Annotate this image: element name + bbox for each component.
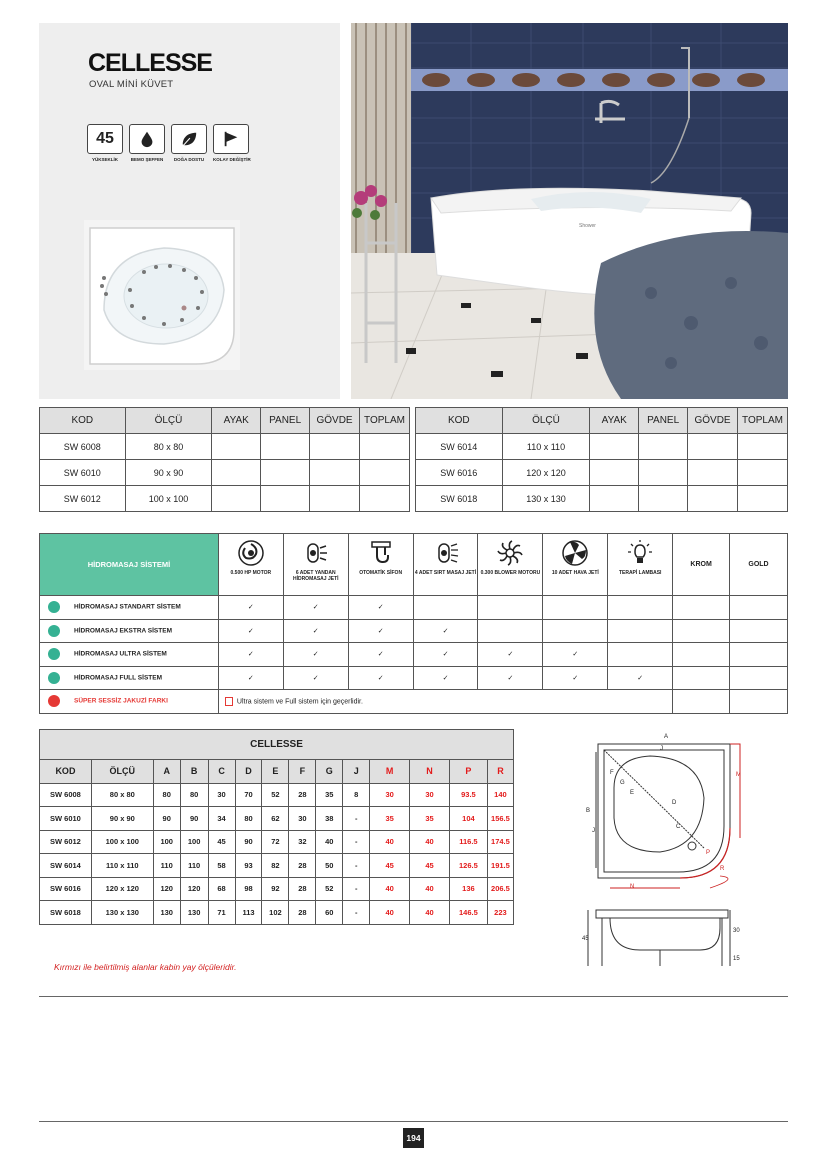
dim-cell: 35 <box>316 783 343 807</box>
col-header: AYAK <box>590 408 639 434</box>
check-icon: ✓ <box>543 666 608 690</box>
table-row <box>416 434 788 460</box>
dim-col-header: A <box>153 760 180 784</box>
feature-badges <box>87 124 249 162</box>
dim-col-header: R <box>487 760 513 784</box>
table-row: HİDROMASAJ FULL SİSTEM ✓ ✓ ✓ ✓ ✓ ✓ ✓ <box>40 666 788 690</box>
feature-header: TERAPİ LAMBASI <box>608 534 673 596</box>
hydro-head: HİDROMASAJ SİSTEMİ <box>40 534 219 596</box>
col-header: PANEL <box>261 408 310 434</box>
dim-cell: 80 <box>235 807 262 831</box>
label-C: C <box>676 824 681 830</box>
col-header: KOD <box>40 408 126 434</box>
hydromassage-table <box>39 533 788 714</box>
label-R: R <box>720 866 725 872</box>
badge-label: BEMO ŞEFFEN <box>130 157 164 162</box>
check-icon: ✓ <box>218 619 283 643</box>
check-icon: ✓ <box>413 666 478 690</box>
check-icon: ✓ <box>478 666 543 690</box>
technical-drawing <box>580 728 750 978</box>
col-header: PANEL <box>639 408 688 434</box>
dim-cell: 28 <box>289 877 316 901</box>
motor-icon <box>236 538 266 568</box>
dim-cell: 191.5 <box>487 854 513 878</box>
dim-cell: 45 <box>370 854 410 878</box>
dim-cell: 40 <box>410 901 450 925</box>
kod-cell: SW 6012 <box>40 486 126 512</box>
feature-header: 6 ADET YANDAN HİDROMASAJ JETİ <box>283 534 348 596</box>
dim-cell: 90 <box>153 807 180 831</box>
dim-cell: 130 x 130 <box>91 901 153 925</box>
badge-height <box>87 124 123 162</box>
table-row: HİDROMASAJ STANDART SİSTEM ✓ ✓ ✓ <box>40 596 788 620</box>
label-N: N <box>630 884 635 890</box>
dim-col-header: P <box>449 760 487 784</box>
dim-cell: 110 x 110 <box>91 854 153 878</box>
dim-cell: 45 <box>410 854 450 878</box>
check-icon: ✓ <box>283 666 348 690</box>
dim-cell: 90 <box>235 830 262 854</box>
table-row: HİDROMASAJ ULTRA SİSTEM ✓ ✓ ✓ ✓ ✓ ✓ <box>40 643 788 667</box>
olcu-cell: 80 x 80 <box>125 434 212 460</box>
dim-cell: 30 <box>370 783 410 807</box>
bathtub-top-view-image <box>84 220 240 370</box>
dim-cell: 140 <box>487 783 513 807</box>
dim-cell: SW 6012 <box>40 830 92 854</box>
label-D: D <box>672 800 677 806</box>
kod-cell: SW 6010 <box>40 460 126 486</box>
label-F: F <box>610 770 614 776</box>
check-icon: ✓ <box>283 596 348 620</box>
label-E: E <box>630 790 635 796</box>
dim-cell: 32 <box>289 830 316 854</box>
note-icon <box>225 697 233 706</box>
dim-cell: 38 <box>316 807 343 831</box>
dim-cell: SW 6018 <box>40 901 92 925</box>
dim-cell: 223 <box>487 901 513 925</box>
col-header: AYAK <box>212 408 261 434</box>
table-row <box>416 486 788 512</box>
super-note: Ultra sistem ve Full sistem için geçerlidir. <box>236 698 363 706</box>
divider <box>39 996 788 997</box>
check-icon: ✓ <box>348 643 413 667</box>
dim-col-header: G <box>316 760 343 784</box>
dim-cell: 90 <box>180 807 208 831</box>
dim-cell: 100 <box>153 830 180 854</box>
dim-cell: 40 <box>410 877 450 901</box>
dim-cell: 110 <box>180 854 208 878</box>
col-header: TOPLAM <box>360 408 410 434</box>
table-row <box>40 486 410 512</box>
dim-cell: 93.5 <box>449 783 487 807</box>
dim-cell: 102 <box>262 901 289 925</box>
product-subtitle: OVAL MİNİ KÜVET <box>89 79 174 90</box>
dim-cell: SW 6008 <box>40 783 92 807</box>
dim-cell: 28 <box>289 901 316 925</box>
drop-icon <box>138 130 156 148</box>
check-icon: ✓ <box>218 596 283 620</box>
table-row <box>40 901 514 925</box>
price-table-left <box>39 407 410 512</box>
label-B: B <box>586 808 591 814</box>
feature-header: 10 ADET HAVA JETİ <box>543 534 608 596</box>
dimension-table <box>39 729 514 925</box>
badge-eco <box>171 124 207 162</box>
dim-cell: 156.5 <box>487 807 513 831</box>
check-icon: ✓ <box>348 666 413 690</box>
badge-label: DOĞA DOSTU <box>173 157 205 162</box>
dim-cell: 93 <box>235 854 262 878</box>
dim-cell: - <box>343 901 370 925</box>
dimension-header-row <box>40 760 514 784</box>
olcu-cell: 100 x 100 <box>125 486 212 512</box>
blower-icon <box>495 538 525 568</box>
dim-col-header: M <box>370 760 410 784</box>
check-icon: ✓ <box>348 596 413 620</box>
dim-cell: 40 <box>370 830 410 854</box>
dim-cell: 60 <box>316 901 343 925</box>
check-icon: ✓ <box>608 666 673 690</box>
col-header: TOPLAM <box>738 408 788 434</box>
table-row: SÜPER SESSİZ JAKUZİ FARKI Ultra sistem ve Full sistem için geçerlidir. <box>40 690 788 714</box>
product-title: CELLESSE <box>88 49 212 77</box>
table-row: HİDROMASAJ EKSTRA SİSTEM ✓ ✓ ✓ ✓ <box>40 619 788 643</box>
teal-dot-icon <box>48 601 60 613</box>
table-row <box>40 807 514 831</box>
check-icon: ✓ <box>283 643 348 667</box>
kod-cell: SW 6014 <box>416 434 503 460</box>
table-row <box>416 460 788 486</box>
col-header: KOD <box>416 408 503 434</box>
table-row <box>40 877 514 901</box>
badge-flag <box>213 124 249 162</box>
flag-icon <box>222 130 240 148</box>
label-J: J <box>660 746 663 752</box>
dim-cell: SW 6016 <box>40 877 92 901</box>
dim-col-header: F <box>289 760 316 784</box>
badge-label: YÜKSEKLİK <box>91 157 118 162</box>
label-M: M <box>736 772 741 778</box>
olcu-cell: 130 x 130 <box>502 486 590 512</box>
dim-cell: 116.5 <box>449 830 487 854</box>
check-icon: ✓ <box>218 666 283 690</box>
dim-cell: - <box>343 877 370 901</box>
badge-drop <box>129 124 165 162</box>
red-dot-icon <box>48 695 60 707</box>
dim-cell: 206.5 <box>487 877 513 901</box>
dim-cell: 35 <box>370 807 410 831</box>
dim-cell: 28 <box>289 854 316 878</box>
table-row <box>40 460 410 486</box>
table-row <box>40 854 514 878</box>
dim-cell: 30 <box>208 783 235 807</box>
dim-cell: 92 <box>262 877 289 901</box>
check-icon: ✓ <box>478 643 543 667</box>
dim-cell: 90 x 90 <box>91 807 153 831</box>
bathroom-photo <box>351 23 788 399</box>
badge-label: KOLAY DEĞİŞTİR <box>213 157 251 162</box>
dim-col-header: C <box>208 760 235 784</box>
feature-header: 0.300 BLOWER MOTORU <box>478 534 543 596</box>
col-header: ÖLÇÜ <box>502 408 590 434</box>
dim-cell: 30 <box>410 783 450 807</box>
label-P: P <box>706 850 711 856</box>
footnote: Kırmızı ile belirtilmiş alanlar kabin yay ölçüleridir. <box>54 962 237 972</box>
label-A: A <box>664 734 669 740</box>
tub-brand: Shower <box>579 223 596 229</box>
olcu-cell: 90 x 90 <box>125 460 212 486</box>
dim-cell: - <box>343 830 370 854</box>
eco-leaf-icon <box>179 130 199 148</box>
finish-header: KROM <box>673 534 730 596</box>
back-jet-icon <box>431 538 461 568</box>
dim-cell: 100 <box>180 830 208 854</box>
dim-cell: 71 <box>208 901 235 925</box>
label-45: 45 <box>582 936 589 942</box>
check-icon: ✓ <box>283 619 348 643</box>
dim-col-header: KOD <box>40 760 92 784</box>
dim-cell: 126.5 <box>449 854 487 878</box>
therapy-lamp-icon <box>625 538 655 568</box>
kod-cell: SW 6008 <box>40 434 126 460</box>
dim-cell: 72 <box>262 830 289 854</box>
label-30: 30 <box>733 928 740 934</box>
feature-header: OTOMATİK SİFON <box>348 534 413 596</box>
kod-cell: SW 6016 <box>416 460 503 486</box>
dim-col-header: ÖLÇÜ <box>91 760 153 784</box>
check-icon: ✓ <box>218 643 283 667</box>
table-row <box>40 434 410 460</box>
dim-cell: 34 <box>208 807 235 831</box>
check-icon: ✓ <box>348 619 413 643</box>
dim-cell: SW 6014 <box>40 854 92 878</box>
dim-cell: 45 <box>208 830 235 854</box>
dim-cell: - <box>343 807 370 831</box>
dim-cell: 40 <box>370 901 410 925</box>
dim-cell: 68 <box>208 877 235 901</box>
dim-cell: 120 <box>153 877 180 901</box>
dim-cell: 50 <box>316 854 343 878</box>
label-G: G <box>620 780 625 786</box>
col-header: ÖLÇÜ <box>125 408 212 434</box>
dim-cell: 98 <box>235 877 262 901</box>
dim-cell: 70 <box>235 783 262 807</box>
dim-cell: 62 <box>262 807 289 831</box>
dim-cell: 104 <box>449 807 487 831</box>
check-icon: ✓ <box>413 619 478 643</box>
dim-cell: 100 x 100 <box>91 830 153 854</box>
dim-col-header: J <box>343 760 370 784</box>
air-jet-icon <box>560 538 590 568</box>
dim-cell: 80 <box>153 783 180 807</box>
siphon-icon <box>366 538 396 568</box>
dim-cell: 136 <box>449 877 487 901</box>
kod-cell: SW 6018 <box>416 486 503 512</box>
dim-cell: 120 <box>180 877 208 901</box>
check-icon: ✓ <box>413 643 478 667</box>
col-header: GÖVDE <box>688 408 738 434</box>
dim-cell: 40 <box>410 830 450 854</box>
table-row <box>40 783 514 807</box>
dim-cell: 40 <box>370 877 410 901</box>
col-header: GÖVDE <box>310 408 360 434</box>
dim-cell: 52 <box>316 877 343 901</box>
dim-cell: 35 <box>410 807 450 831</box>
olcu-cell: 120 x 120 <box>502 460 590 486</box>
feature-header: 0.500 HP MOTOR <box>218 534 283 596</box>
label-15: 15 <box>733 956 740 962</box>
finish-header: GOLD <box>730 534 788 596</box>
teal-dot-icon <box>48 625 60 637</box>
dim-cell: 58 <box>208 854 235 878</box>
check-icon: ✓ <box>543 643 608 667</box>
dim-cell: 40 <box>316 830 343 854</box>
dim-cell: 80 <box>180 783 208 807</box>
dim-cell: 110 <box>153 854 180 878</box>
feature-header: 4 ADET SIRT MASAJ JETİ <box>413 534 478 596</box>
dim-col-header: D <box>235 760 262 784</box>
page-number: 194 <box>403 1128 424 1148</box>
dim-col-header: B <box>180 760 208 784</box>
side-jet-icon <box>301 538 331 568</box>
dim-cell: 82 <box>262 854 289 878</box>
table-row <box>40 830 514 854</box>
divider <box>39 1121 788 1122</box>
dim-col-header: N <box>410 760 450 784</box>
teal-dot-icon <box>48 648 60 660</box>
dimension-table-title: CELLESSE <box>40 730 514 760</box>
price-table-right <box>415 407 788 512</box>
dim-cell: 8 <box>343 783 370 807</box>
dim-cell: 113 <box>235 901 262 925</box>
dim-cell: 120 x 120 <box>91 877 153 901</box>
dim-cell: 80 x 80 <box>91 783 153 807</box>
olcu-cell: 110 x 110 <box>502 434 590 460</box>
height-badge-box: 45 <box>87 124 123 154</box>
dim-cell: 52 <box>262 783 289 807</box>
dim-cell: 30 <box>289 807 316 831</box>
dim-col-header: E <box>262 760 289 784</box>
dim-cell: 146.5 <box>449 901 487 925</box>
dim-cell: 130 <box>180 901 208 925</box>
dim-cell: 130 <box>153 901 180 925</box>
label-J2: J <box>592 828 595 834</box>
teal-dot-icon <box>48 672 60 684</box>
dim-cell: - <box>343 854 370 878</box>
dim-cell: SW 6010 <box>40 807 92 831</box>
dim-cell: 174.5 <box>487 830 513 854</box>
dim-cell: 28 <box>289 783 316 807</box>
